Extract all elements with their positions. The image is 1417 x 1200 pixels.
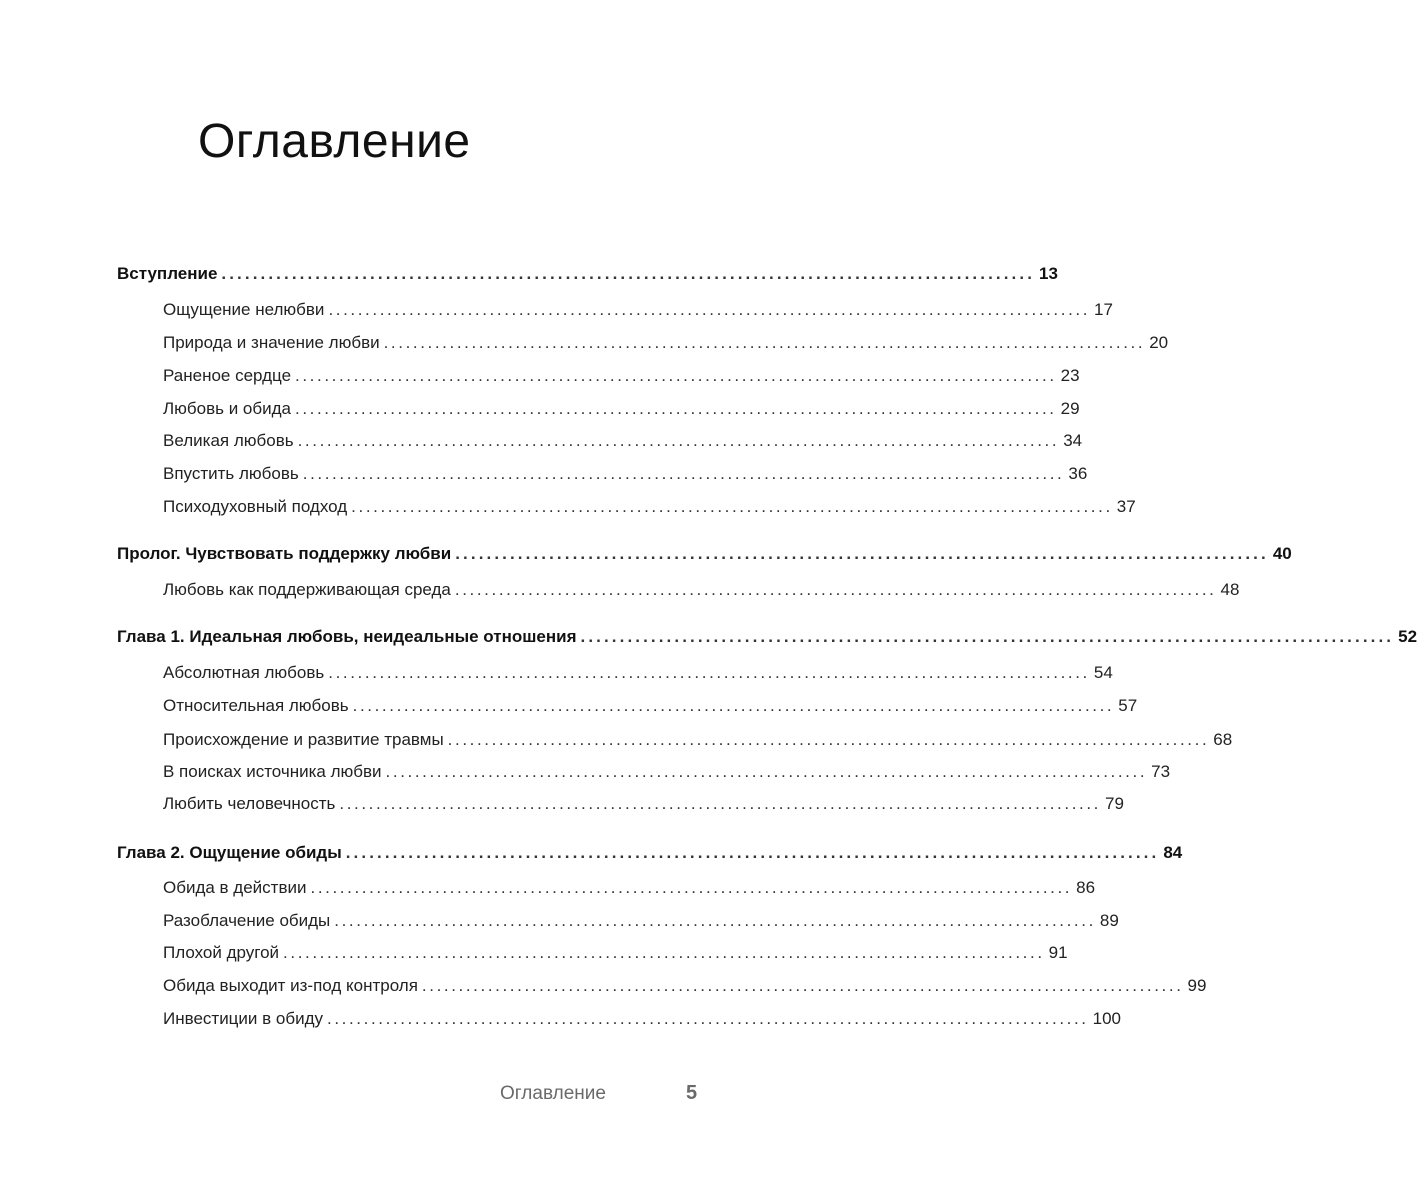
toc-chapter-entry[interactable] xyxy=(117,544,1292,564)
toc-page-number: 36 xyxy=(1068,464,1088,483)
toc-page-number: 29 xyxy=(1060,399,1080,418)
toc-page-number: 86 xyxy=(1076,878,1096,897)
dot-leader: ........................................................................................................ xyxy=(328,300,1091,319)
toc-page-number: 84 xyxy=(1163,843,1183,862)
toc-chapter-entry[interactable] xyxy=(117,264,1058,284)
dot-leader: ........................................................................................................ xyxy=(297,431,1060,450)
toc-entry-title: Относительная любовь xyxy=(163,696,349,715)
toc-page-number: 17 xyxy=(1094,300,1113,319)
dot-leader: ........................................................................................................ xyxy=(327,1009,1089,1028)
dot-leader: ........................................................................................................ xyxy=(221,264,1036,283)
toc-entry-title: Раненое сердце xyxy=(163,366,292,385)
toc-sub-entry[interactable] xyxy=(163,431,1083,451)
toc-entry-title: Любить человечность xyxy=(163,794,336,813)
toc-sub-entry[interactable] xyxy=(163,366,1080,386)
toc-page-number: 99 xyxy=(1187,976,1207,995)
dot-leader: ........................................................................................................ xyxy=(383,333,1146,352)
toc-page-number: 20 xyxy=(1149,333,1169,352)
dot-leader: ........................................................................................................ xyxy=(295,366,1057,385)
toc-entry-title: Психодуховный подход xyxy=(163,497,348,516)
toc-sub-entry[interactable] xyxy=(163,878,1096,898)
toc-entry-title: Великая любовь xyxy=(163,431,294,450)
toc-page-number: 68 xyxy=(1213,730,1233,749)
toc-entry-title: Глава 1. Идеальная любовь, неидеальные отношения xyxy=(117,627,577,646)
toc-entry-title: Инвестиции в обиду xyxy=(163,1009,323,1028)
toc-entry-title: Глава 2. Ощущение обиды xyxy=(117,843,342,862)
toc-page-number: 73 xyxy=(1151,762,1171,781)
dot-leader: ........................................................................................................ xyxy=(447,730,1210,749)
toc-entry-title: Обида выходит из-под контроля xyxy=(163,976,418,995)
toc-page-number: 52 xyxy=(1398,627,1417,646)
toc-sub-entry[interactable] xyxy=(163,911,1119,931)
toc-page-number: 13 xyxy=(1039,264,1058,283)
dot-leader: ........................................................................................................ xyxy=(421,976,1184,995)
dot-leader: ........................................................................................................ xyxy=(310,878,1073,897)
dot-leader: ........................................................................................................ xyxy=(295,399,1057,418)
dot-leader: ........................................................................................................ xyxy=(328,663,1090,682)
toc-entry-title: Пролог. Чувствовать поддержку любви xyxy=(117,544,452,563)
dot-leader: ........................................................................................................ xyxy=(334,911,1096,930)
toc-entry-title: Абсолютная любовь xyxy=(163,663,325,682)
toc-entry-title: Любовь как поддерживающая среда xyxy=(163,580,451,599)
toc-entry-title: Вступление xyxy=(117,264,218,283)
toc-sub-entry[interactable] xyxy=(163,300,1113,320)
toc-entry-title: Любовь и обида xyxy=(163,399,291,418)
toc-sub-entry[interactable] xyxy=(163,497,1136,517)
toc-sub-entry[interactable] xyxy=(163,1009,1121,1029)
toc-page-number: 100 xyxy=(1092,1009,1121,1028)
dot-leader: ........................................................................................................ xyxy=(345,843,1160,862)
toc-page-number: 40 xyxy=(1272,544,1292,563)
toc-sub-entry[interactable] xyxy=(163,696,1138,716)
dot-leader: ........................................................................................................ xyxy=(351,497,1113,516)
toc-page-number: 37 xyxy=(1116,497,1136,516)
toc-sub-entry[interactable] xyxy=(163,399,1080,419)
toc-entry-title: Ощущение нелюбви xyxy=(163,300,325,319)
toc-entry-title: Впустить любовь xyxy=(163,464,299,483)
toc-page-number: 57 xyxy=(1118,696,1138,715)
toc-sub-entry[interactable] xyxy=(163,794,1124,814)
running-footer-title: Оглавление xyxy=(500,1083,606,1104)
dot-leader: ........................................................................................................ xyxy=(352,696,1115,715)
toc-entry-title: Обида в действии xyxy=(163,878,307,897)
dot-leader: ........................................................................................................ xyxy=(580,627,1395,646)
toc-page-number: 34 xyxy=(1063,431,1083,450)
toc-sub-entry[interactable] xyxy=(163,730,1233,750)
toc-sub-entry[interactable] xyxy=(163,663,1113,683)
toc-page-number: 48 xyxy=(1220,580,1240,599)
dot-leader: ........................................................................................................ xyxy=(339,794,1101,813)
toc-sub-entry[interactable] xyxy=(163,943,1068,963)
toc-page-number: 23 xyxy=(1060,366,1080,385)
dot-leader: ........................................................................................................ xyxy=(385,762,1148,781)
toc-page-number: 79 xyxy=(1105,794,1124,813)
toc-chapter-entry[interactable] xyxy=(117,627,1417,647)
dot-leader: ........................................................................................................ xyxy=(302,464,1065,483)
toc-sub-entry[interactable] xyxy=(163,333,1169,353)
dot-leader: ........................................................................................................ xyxy=(283,943,1045,962)
toc-chapter-entry[interactable] xyxy=(117,843,1183,863)
dot-leader: ........................................................................................................ xyxy=(454,580,1217,599)
toc-entry-title: Природа и значение любви xyxy=(163,333,380,352)
toc-sub-entry[interactable] xyxy=(163,976,1207,996)
toc-sub-entry[interactable] xyxy=(163,762,1171,782)
toc-page-number: 89 xyxy=(1099,911,1119,930)
folio-page-number: 5 xyxy=(686,1082,698,1104)
toc-page-number: 91 xyxy=(1048,943,1068,962)
toc-entry-title: В поисках источника любви xyxy=(163,762,382,781)
toc-entry-title: Разоблачение обиды xyxy=(163,911,331,930)
toc-sub-entry[interactable] xyxy=(163,464,1088,484)
page-title: Оглавление xyxy=(198,115,471,168)
toc-sub-entry[interactable] xyxy=(163,580,1240,600)
toc-entry-title: Происхождение и развитие травмы xyxy=(163,730,444,749)
toc-page-number: 54 xyxy=(1093,663,1113,682)
dot-leader: ........................................................................................................ xyxy=(455,544,1269,563)
toc-entry-title: Плохой другой xyxy=(163,943,280,962)
